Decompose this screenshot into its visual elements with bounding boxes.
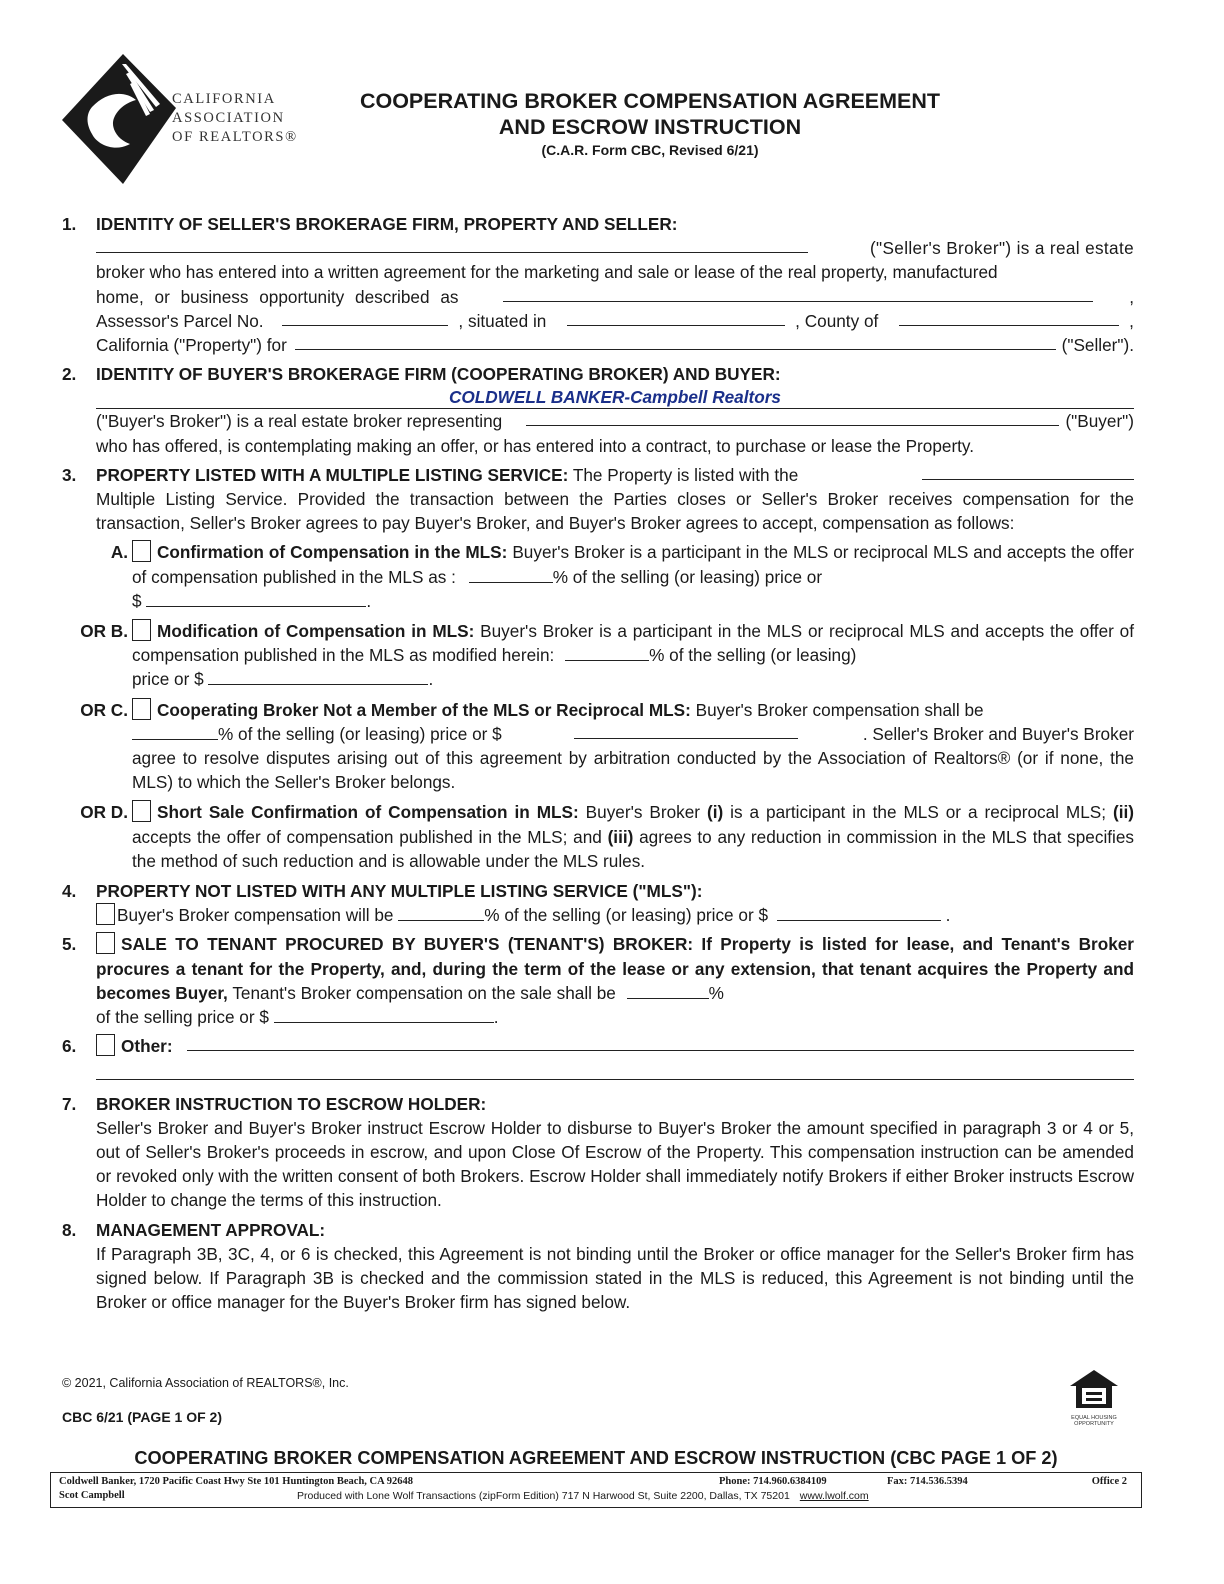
text: price or $ — [132, 669, 204, 690]
amount-3a-field[interactable] — [146, 590, 366, 607]
text: (i) — [706, 802, 724, 823]
text: % of the selling (or leasing) price or $ — [218, 723, 502, 744]
text: accepts the offer of compensation published in the MLS; and — [132, 826, 602, 847]
row — [96, 1034, 1134, 1058]
row — [96, 285, 1134, 309]
buyer-name-field[interactable] — [526, 409, 1059, 426]
text: % of the selling (or leasing) — [649, 645, 857, 666]
text: Buyer's Broker is a participant in the MLS or reciprocal MLS and accepts the offer of compensation published in the MLS as modified herein: — [132, 621, 1134, 666]
text: ("Buyer") — [1065, 411, 1134, 432]
agent-name: Scot Campbell — [59, 1490, 125, 1501]
eho-text: OPPORTUNITY — [1074, 1421, 1114, 1427]
row — [132, 722, 1134, 746]
section-5: 5. SALE TO TENANT PROCURED BY BUYER'S (TENANT'S) BROKER: If Property is listed for lease, and Tenant's Broker procures a tenant for the Property, and, during the term of the lease or any extension, that tenant acquires the Property and becomes Buyer, Tenant's Broker compensation on the sale shall be % of the selling price or $ . — [62, 934, 1134, 1028]
county-field[interactable] — [899, 309, 1119, 326]
text: of the selling price or $ — [96, 1007, 269, 1028]
text: Buyer's Broker compensation shall be — [695, 699, 984, 720]
text: Buyer's Broker is a participant in the MLS or reciprocal MLS and accepts the offer of compensation published in the MLS as : — [132, 542, 1134, 587]
subsection-heading: Short Sale Confirmation of Compensation in MLS: — [157, 802, 579, 823]
row — [96, 236, 1134, 260]
form-header — [320, 88, 980, 158]
row — [96, 333, 1134, 357]
checkbox-4[interactable] — [96, 903, 115, 925]
other-field-line2[interactable] — [96, 1059, 1134, 1080]
checkbox-3b[interactable] — [132, 619, 151, 641]
percent-3c-field[interactable] — [132, 723, 218, 740]
row — [96, 463, 1134, 487]
sellers-broker-field[interactable] — [96, 236, 808, 253]
mls-name-field[interactable] — [922, 463, 1134, 480]
text: , County of — [795, 310, 879, 331]
text: Multiple Listing Service. Provided the transaction between the Parties closes or Seller's Broker receives compensation for the transaction, Seller's Broker agrees to pay Buyer's Broker, and Buyer's Broker agrees to accept, compensation as follows: — [96, 489, 1134, 534]
other-field[interactable] — [187, 1034, 1134, 1051]
text: California ("Property") for — [96, 335, 287, 356]
text: Buyer's Broker compensation will be — [117, 905, 394, 926]
logo-line: OF REALTORS® — [172, 129, 298, 145]
section-heading: SALE TO TENANT PROCURED BY BUYER'S (TENANT'S) BROKER: If Property is listed for lease, and Tenant's Broker procures a tenant for the Property, and, during the term of the lease or any extension, that tenant acquires the Property and becomes Buyer, — [96, 934, 1134, 1003]
checkbox-6[interactable] — [96, 1034, 115, 1056]
form-title-line1: COOPERATING BROKER COMPENSATION AGREEMENT — [359, 89, 941, 113]
section-number: 3. — [62, 464, 77, 485]
apn-field[interactable] — [282, 309, 448, 326]
text: $ — [132, 590, 142, 611]
section-heading: PROPERTY NOT LISTED WITH ANY MULTIPLE LISTING SERVICE ("MLS"): — [96, 881, 703, 902]
produced-text: Produced with Lone Wolf Transactions (zipForm Edition) 717 N Harwood St, Suite 2200, Dallas, TX 75201 — [297, 1490, 790, 1502]
section-number: 2. — [62, 364, 77, 385]
text: agree to resolve disputes arising out of this agreement by arbitration conducted by the Association of Realtors® (or if none, the MLS) to which the Seller's Broker belongs. — [132, 748, 1134, 793]
percent-4-field[interactable] — [398, 904, 484, 921]
buyers-broker-field[interactable]: COLDWELL BANKER-Campbell Realtors — [96, 386, 1134, 409]
logo-line: CALIFORNIA — [172, 91, 276, 107]
checkbox-3c[interactable] — [132, 698, 151, 720]
checkbox-3a[interactable] — [132, 540, 151, 562]
checkbox-3d[interactable] — [132, 800, 151, 822]
percent-3b-field[interactable] — [565, 644, 649, 661]
produced-with — [297, 1490, 869, 1502]
section-2 — [62, 362, 1134, 458]
text: The Property is listed with the — [572, 464, 799, 485]
fax: Fax: 714.536.5394 — [887, 1476, 968, 1487]
section-4: 4. PROPERTY NOT LISTED WITH ANY MULTIPLE LISTING SERVICE ("MLS"): Buyer's Broker compensation will be % of the selling (or leasing) price or $ . — [62, 879, 1134, 927]
section-3c — [62, 698, 1134, 795]
section-heading: MANAGEMENT APPROVAL: — [96, 1219, 326, 1240]
percent-3a-field[interactable] — [469, 566, 553, 583]
section-number: 7. — [62, 1093, 77, 1114]
subsection-heading: Cooperating Broker Not a Member of the MLS or Reciprocal MLS: — [157, 699, 691, 720]
copyright: © 2021, California Association of REALTORS®, Inc. — [62, 1376, 349, 1390]
text: % of the selling (or leasing) price or — [552, 566, 823, 587]
situated-in-field[interactable] — [567, 309, 785, 326]
subsection-heading: Confirmation of Compensation in the MLS: — [157, 542, 508, 563]
logo-line: ASSOCIATION — [172, 110, 285, 126]
checkbox-5[interactable] — [96, 932, 115, 954]
section-3d — [62, 800, 1134, 873]
section-6 — [62, 1034, 1134, 1079]
subsection-label: OR D. — [80, 802, 128, 823]
amount-3c-field[interactable] — [574, 722, 798, 739]
section-8 — [62, 1218, 1134, 1315]
text: , — [1129, 310, 1134, 331]
form-body — [62, 212, 1134, 1319]
section-heading: PROPERTY LISTED WITH A MULTIPLE LISTING SERVICE: — [96, 464, 569, 485]
text: ("Seller's Broker") is a real estate — [869, 238, 1134, 259]
text: is a participant in the MLS or a reciprocal MLS; — [730, 802, 1107, 823]
percent-5-field[interactable] — [627, 982, 709, 999]
section-heading: BROKER INSTRUCTION TO ESCROW HOLDER: — [96, 1093, 487, 1114]
section-heading: IDENTITY OF SELLER'S BROKERAGE FIRM, PROPERTY AND SELLER: — [96, 214, 678, 234]
text: ("Buyer's Broker") is a real estate broker representing — [96, 411, 503, 432]
seller-name-field[interactable] — [295, 333, 1056, 350]
amount-4-field[interactable] — [777, 904, 941, 921]
text: Assessor's Parcel No. — [96, 310, 264, 331]
section-3 — [62, 463, 1134, 536]
text: , — [1129, 286, 1134, 307]
text: % of the selling (or leasing) price or $ — [484, 905, 769, 926]
amount-3b-field[interactable] — [208, 668, 428, 685]
row — [96, 309, 1134, 333]
subsection-heading: Modification of Compensation in MLS: — [157, 621, 475, 642]
text: home, or business opportunity described as — [96, 286, 459, 307]
website-link[interactable]: www.lwolf.com — [799, 1490, 869, 1502]
form-title-line2: AND ESCROW INSTRUCTION — [498, 115, 802, 139]
subsection-label: OR C. — [80, 699, 128, 720]
phone: Phone: 714.960.6384109 — [719, 1476, 827, 1487]
text: broker who has entered into a written agreement for the marketing and sale or lease of the real property, manufactured — [96, 262, 998, 283]
text: (iii) — [607, 826, 634, 847]
text: Seller's Broker and Buyer's Broker instruct Escrow Holder to disburse to Buyer's Broker the amount specified in paragraph 3 or 4 or 5, out of Seller's Broker's proceeds in escrow, and upon Close Of Escrow of the Property. This compensation instruction can be amended or revoked only with the written consent of both Brokers. Escrow Holder shall immediately notify Brokers if either Broker instructs Escrow Holder to change the terms of this instruction. — [96, 1117, 1134, 1211]
section-3a: A. Confirmation of Compensation in the MLS: Buyer's Broker is a participant in the MLS or reciprocal MLS and accepts the offer of compensation published in the MLS as : % of the selling (or leasing) price or $ . — [62, 540, 1134, 613]
text: If Paragraph 3B, 3C, 4, or 6 is checked, this Agreement is not binding until the Broker or office manager for the Seller's Broker firm has signed below. If Paragraph 3B is checked and the commission stated in the MLS is reduced, this Agreement is not binding until the Broker or office manager for the Buyer's Broker firm has signed below. — [96, 1243, 1134, 1313]
section-heading: Other: — [121, 1036, 173, 1057]
text: . Seller's Broker and Buyer's Broker — [862, 723, 1134, 744]
footer-title: COOPERATING BROKER COMPENSATION AGREEMENT AND ESCROW INSTRUCTION (CBC PAGE 1 OF 2) — [134, 1448, 1058, 1468]
amount-5-field[interactable] — [274, 1006, 494, 1023]
text: agrees to any reduction in commission in the MLS that specifies the method of such reduction and is allowable under the MLS rules. — [132, 826, 1135, 871]
section-number: 4. — [62, 881, 77, 902]
office-address: Coldwell Banker, 1720 Pacific Coast Hwy Ste 101 Huntington Beach, CA 92648 — [59, 1476, 413, 1487]
office-label: Office 2 — [1091, 1476, 1127, 1487]
property-description-field[interactable] — [503, 285, 1093, 302]
equal-housing-icon — [1068, 1368, 1120, 1410]
section-7 — [62, 1092, 1134, 1213]
text: ("Seller"). — [1061, 335, 1134, 356]
section-number: 6. — [62, 1036, 77, 1057]
row — [96, 409, 1134, 433]
footer-box — [50, 1472, 1142, 1508]
eho-text: EQUAL HOUSING — [1071, 1415, 1117, 1421]
section-number: 8. — [62, 1219, 77, 1240]
equal-housing-logo — [1064, 1368, 1124, 1427]
section-heading: IDENTITY OF BUYER'S BROKERAGE FIRM (COOPERATING BROKER) AND BUYER: — [96, 364, 781, 385]
text: , situated in — [458, 310, 547, 331]
text: (ii) — [1113, 802, 1134, 823]
section-number: 1. — [62, 214, 77, 234]
text: who has offered, is contemplating making an offer, or has entered into a contract, to purchase or lease the Property. — [96, 435, 975, 456]
subsection-label: A. — [110, 542, 128, 563]
text: Buyer's Broker — [585, 802, 701, 823]
subsection-label: OR B. — [80, 621, 128, 642]
section-3b: OR B. Modification of Compensation in MLS: Buyer's Broker is a participant in the MLS or reciprocal MLS and accepts the offer of compensation published in the MLS as modified herein: % of the selling (or leasing) price or $ . — [62, 619, 1134, 692]
text: Tenant's Broker compensation on the sale shall be — [232, 982, 616, 1003]
section-number: 5. — [62, 934, 77, 955]
page-number: CBC 6/21 (PAGE 1 OF 2) — [62, 1409, 223, 1425]
section-1 — [62, 212, 1134, 357]
form-number: (C.A.R. Form CBC, Revised 6/21) — [541, 142, 759, 158]
text: % — [708, 982, 724, 1003]
logo-text — [172, 90, 298, 147]
